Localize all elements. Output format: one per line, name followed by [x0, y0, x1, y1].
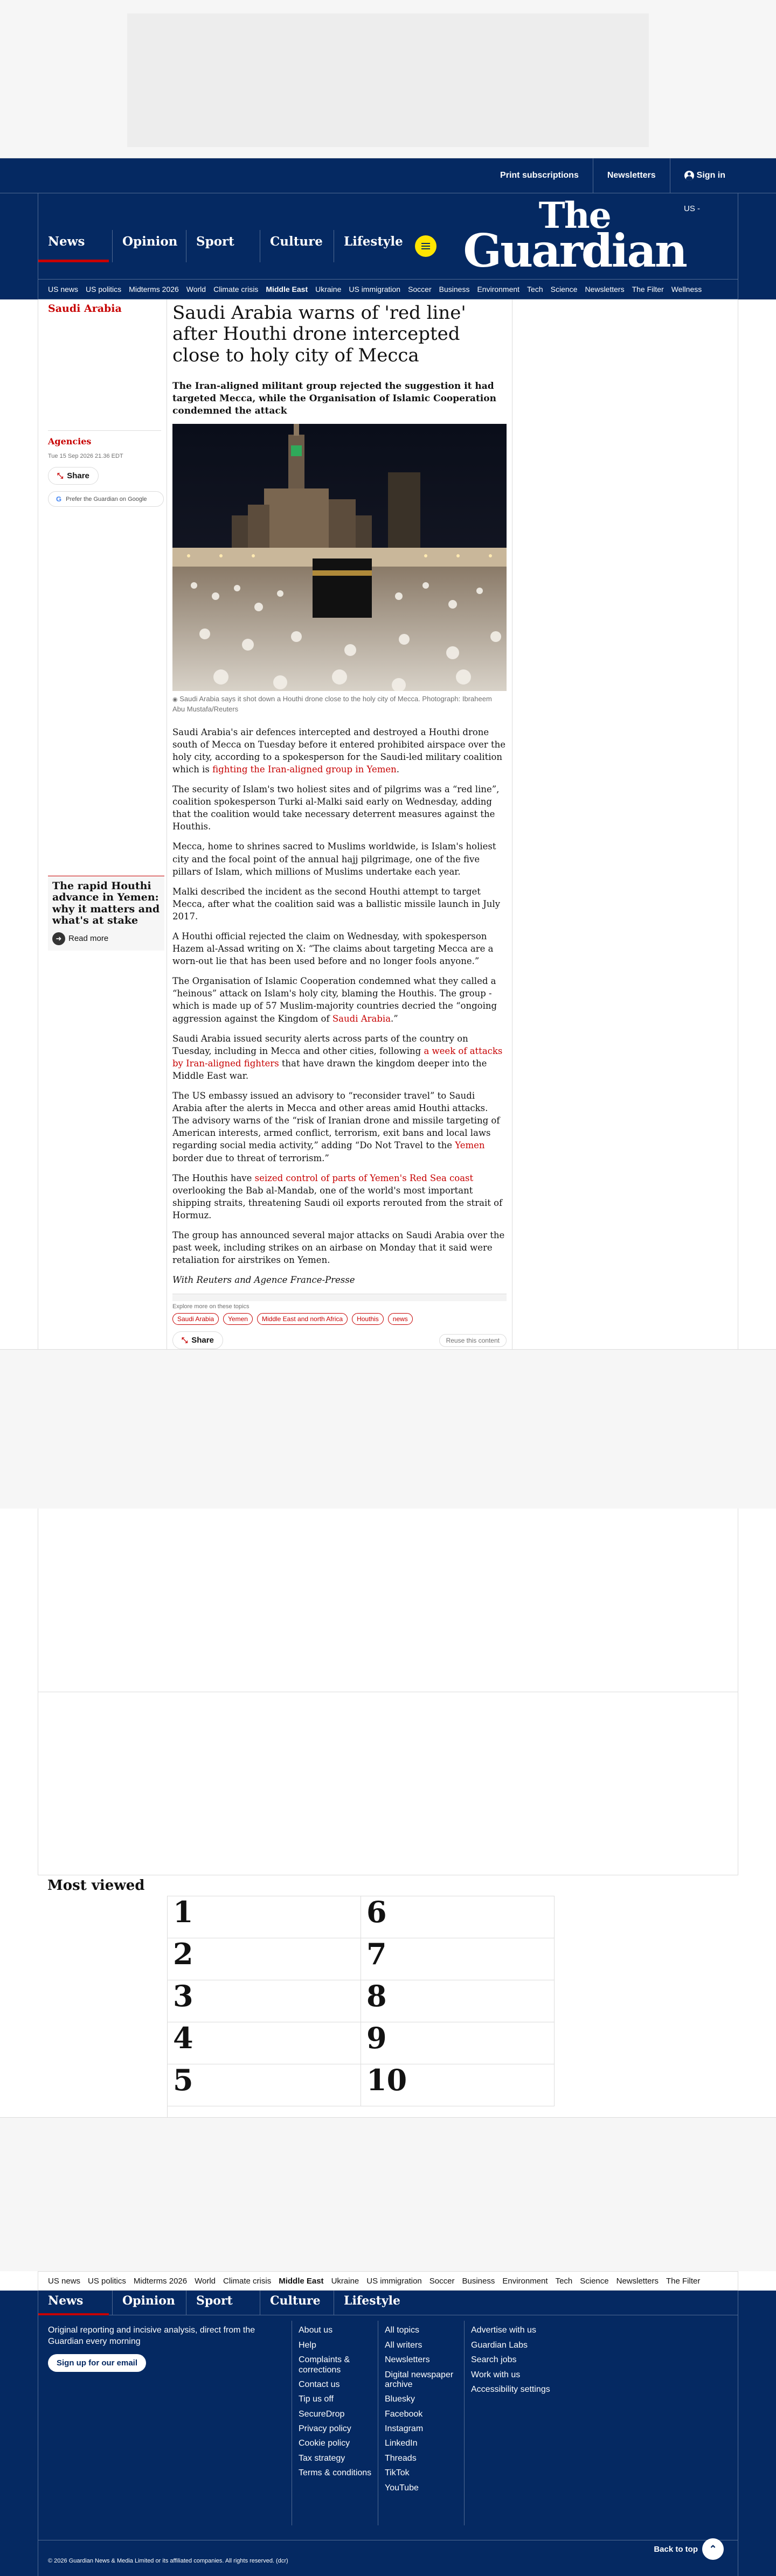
- paragraph: A Houthi official rejected the claim on Wednesday, with spokesperson Hazem al-Assad writing on X: “The claims about targeting Mecca are a worn-out lie that has been used before and no longer fools anyone.”: [172, 931, 494, 967]
- subnav-item[interactable]: US politics: [86, 285, 122, 294]
- subnav-item[interactable]: Environment: [477, 285, 520, 294]
- footer-link[interactable]: Guardian Labs: [471, 2340, 528, 2350]
- subnav-item[interactable]: US politics: [88, 2276, 126, 2286]
- google-icon: G: [56, 495, 62, 503]
- share-label: Share: [67, 471, 89, 480]
- reuse-content-button[interactable]: Reuse this content: [439, 1334, 507, 1347]
- inline-link[interactable]: Yemen: [455, 1140, 485, 1151]
- logo-guardian: Guardian: [463, 224, 686, 278]
- paragraph: Saudi Arabia's air defences intercepted and destroyed a Houthi drone south of Mecca on Tuesday before it entered prohibited airspace over the holy city, according to a spokesperson for the Saudi-led military coalition which is fighting the Iran-aligned group in Yemen.: [172, 727, 505, 774]
- subnav-item[interactable]: Tech: [555, 2276, 573, 2286]
- inline-link[interactable]: a week of attacks by Iran-aligned fighters: [172, 1045, 503, 1069]
- pillar-lifestyle[interactable]: Lifestyle: [334, 230, 407, 262]
- subnav-item[interactable]: Business: [439, 285, 470, 294]
- subnav-item[interactable]: Soccer: [429, 2276, 455, 2286]
- pillar-nav: [38, 230, 436, 262]
- article-left-column: [38, 299, 167, 1349]
- guardian-logo[interactable]: [463, 194, 686, 278]
- image-caption: [172, 694, 496, 714]
- footer-link[interactable]: About us: [299, 2326, 333, 2335]
- arrow-up-icon: ⌃: [702, 2538, 724, 2560]
- share-icon: ⤡: [57, 471, 64, 480]
- share-label: Share: [191, 1336, 214, 1345]
- share-button-bottom[interactable]: [172, 1331, 223, 1349]
- logo-the: The: [538, 194, 611, 236]
- subnav-item[interactable]: World: [195, 2276, 216, 2286]
- standfirst: The Iran-aligned militant group rejected the suggestion it had targeted Mecca, while the Organisation of Islamic Cooperation condemned the attack: [172, 381, 496, 417]
- copyright: © 2026 Guardian News & Media Limited or its affiliated companies. All rights reserved. (dcr): [48, 2558, 288, 2565]
- footer-pillar-culture[interactable]: Culture: [260, 2291, 334, 2315]
- footer-links-col1: [292, 2321, 378, 2525]
- menu-icon-bar: [421, 246, 430, 247]
- most-viewed-item[interactable]: 1: [168, 1896, 361, 1938]
- article-meta: [48, 430, 161, 507]
- paragraph: The Organisation of Islamic Cooperation condemned what they called a “heinous” attack on Islam's holy city, blaming the Houthis. The group - which is made up of 57 Muslim-majority countries decried the “ongoing aggression against the Kingdom of Saudi Arabia.”: [172, 976, 497, 1024]
- menu-button[interactable]: [415, 235, 436, 257]
- footer-link[interactable]: Bluesky: [385, 2395, 415, 2404]
- subnav-item[interactable]: Environment: [502, 2276, 548, 2286]
- subnav-item[interactable]: Climate crisis: [223, 2276, 272, 2286]
- menu-icon-bar: [421, 248, 430, 249]
- article-right-column: [512, 299, 738, 1349]
- caption-text: Saudi Arabia says it shot down a Houthi drone close to the holy city of Mecca. Photograph: Ibraheem Abu Mustafa/Reuters: [172, 695, 492, 713]
- footer-link[interactable]: Accessibility settings: [471, 2384, 550, 2394]
- subnav-item[interactable]: Wellness: [671, 285, 702, 294]
- email-signup-text: Original reporting and incisive analysis, direct from the Guardian every morning: [48, 2326, 255, 2347]
- sub-navigation: [0, 279, 776, 299]
- menu-icon-bar: [421, 243, 430, 244]
- top-bar: [0, 158, 776, 193]
- footer-pillar-news[interactable]: News: [38, 2291, 112, 2315]
- pillar-news[interactable]: News: [38, 230, 112, 262]
- subnav-item[interactable]: Science: [580, 2276, 609, 2286]
- most-viewed-item[interactable]: 9: [361, 2022, 555, 2064]
- pillar-opinion[interactable]: Opinion: [112, 230, 186, 262]
- most-viewed-title: Most viewed: [47, 1877, 145, 1894]
- subnav-item-active[interactable]: Middle East: [279, 2276, 324, 2286]
- email-signup: [48, 2325, 274, 2372]
- subnav-item[interactable]: The Filter: [632, 285, 664, 294]
- footer-links-col2: [378, 2321, 464, 2525]
- subnav-item[interactable]: Midterms 2026: [133, 2276, 188, 2286]
- share-icon: ⤡: [182, 1336, 188, 1345]
- subnav-item[interactable]: Newsletters: [585, 285, 625, 294]
- sign-in-label: Sign in: [696, 171, 725, 180]
- paragraph: Malki described the incident as the second Houthi attempt to target Mecca, after what the coalition said was a ballistic missile launch in July 2017.: [172, 886, 501, 922]
- footer-link[interactable]: Instagram: [385, 2424, 424, 2434]
- footer-link[interactable]: All topics: [385, 2326, 420, 2335]
- footer-link[interactable]: Privacy policy: [299, 2424, 351, 2434]
- footer-link[interactable]: YouTube: [385, 2483, 419, 2493]
- pillar-sport[interactable]: Sport: [186, 230, 260, 262]
- most-viewed-item[interactable]: 7: [361, 1938, 555, 1980]
- most-viewed-item[interactable]: 5: [168, 2064, 361, 2106]
- subnav-item[interactable]: US news: [48, 285, 79, 294]
- topics-label: Explore more on these topics: [172, 1303, 250, 1310]
- footer-link[interactable]: Complaints & corrections: [299, 2355, 350, 2375]
- topic-tag[interactable]: Houthis: [352, 1313, 384, 1325]
- subnav-item[interactable]: Midterms 2026: [129, 285, 179, 294]
- subnav-item[interactable]: Business: [462, 2276, 495, 2286]
- most-viewed-grid: [167, 1896, 555, 2117]
- subnav-item[interactable]: The Filter: [666, 2276, 701, 2286]
- paragraph: The security of Islam's two holiest sites and of pilgrims was a “red line”, coalition spokesperson Turki al-Malki said early on Wednesday, adding that the coalition would take necessary deterrent measures against the Houthis.: [172, 784, 500, 832]
- footer-pillar-nav: [38, 2291, 738, 2315]
- paragraph: The Houthis have seized control of parts of Yemen's Red Sea coast overlooking the Bab al-Mandab, one of the world's most important shipping straits, threatening Saudi oil exports rerouted from the strait of Hormuz.: [172, 1172, 503, 1220]
- footer-links-col3: [464, 2321, 550, 2525]
- subnav-item[interactable]: US immigration: [349, 285, 401, 294]
- footer-link[interactable]: SecureDrop: [299, 2409, 345, 2419]
- main-image[interactable]: [172, 424, 507, 691]
- topic-tag[interactable]: Yemen: [223, 1313, 253, 1325]
- edition-picker[interactable]: US -: [684, 204, 700, 213]
- subnav-item[interactable]: Climate crisis: [213, 285, 259, 294]
- related-article-card[interactable]: [48, 876, 164, 951]
- footer-link[interactable]: Facebook: [385, 2409, 423, 2419]
- footer: [0, 2291, 776, 2576]
- content-placeholder: [38, 1509, 738, 1875]
- most-viewed-item[interactable]: 4: [168, 2022, 361, 2064]
- footer-link[interactable]: TikTok: [385, 2468, 410, 2478]
- byline[interactable]: Agencies: [48, 436, 92, 446]
- article-main-column: [167, 299, 512, 1349]
- most-viewed-section: [38, 1875, 738, 2117]
- most-viewed-item[interactable]: 6: [361, 1896, 555, 1938]
- footer-link[interactable]: Search jobs: [471, 2355, 517, 2365]
- arrow-right-icon: ➜: [52, 932, 65, 945]
- camera-icon: ◉: [172, 696, 178, 703]
- read-more-label: Read more: [68, 934, 109, 944]
- read-more-link[interactable]: [52, 932, 160, 945]
- footer-link[interactable]: Cookie policy: [299, 2439, 350, 2448]
- paragraph: Saudi Arabia issued security alerts across parts of the country on Tuesday, including in Mecca and other cities, following a week of attacks by Iran-aligned fighters that have drawn the kingdom deeper into the Middle East war.: [172, 1033, 503, 1081]
- bottom-advertisement: [0, 2117, 776, 2271]
- mecca-night-photo: [172, 424, 507, 691]
- footer-link[interactable]: Work with us: [471, 2370, 521, 2379]
- signoff: With Reuters and Agence France-Presse: [172, 1275, 355, 1286]
- pillar-culture[interactable]: Culture: [260, 230, 334, 262]
- footer-link[interactable]: Terms & conditions: [299, 2468, 372, 2478]
- topic-tags: [172, 1313, 512, 1325]
- sign-in-link[interactable]: [684, 171, 725, 180]
- footer-pillar-opinion[interactable]: Opinion: [112, 2291, 186, 2315]
- article: [38, 299, 738, 1349]
- masthead: [0, 193, 776, 279]
- topic-tag[interactable]: Saudi Arabia: [172, 1313, 219, 1325]
- subnav-item[interactable]: Newsletters: [616, 2276, 659, 2286]
- inline-link[interactable]: seized control of parts of Yemen's Red Sea coast: [254, 1172, 474, 1183]
- back-to-top-button[interactable]: [654, 2538, 724, 2560]
- most-viewed-item[interactable]: 2: [168, 1938, 361, 1980]
- print-subscriptions-link[interactable]: Print subscriptions: [500, 171, 579, 180]
- paragraph: The group has announced several major attacks on Saudi Arabia over the past week, including strikes on an airbase on Monday that it said were retaliation for airstrikes on Yemen.: [172, 1230, 505, 1266]
- share-button[interactable]: [48, 467, 99, 485]
- profile-icon: [684, 171, 694, 180]
- subnav-item[interactable]: US immigration: [366, 2276, 422, 2286]
- footer-pillar-sport[interactable]: Sport: [186, 2291, 260, 2315]
- headline: Saudi Arabia warns of 'red line' after Houthi drone intercepted close to holy city of Mecca: [172, 302, 466, 366]
- footer-link[interactable]: Tip us off: [299, 2395, 334, 2404]
- topic-tag[interactable]: Middle East and north Africa: [257, 1313, 348, 1325]
- prefer-guardian-google-button[interactable]: [48, 491, 164, 507]
- footer-link[interactable]: Help: [299, 2340, 316, 2350]
- footer-link[interactable]: Digital newspaper archive: [385, 2370, 454, 2389]
- footer-link[interactable]: Advertise with us: [471, 2326, 536, 2335]
- divider: [172, 1294, 507, 1301]
- paragraph: Mecca, home to shrines sacred to Muslims worldwide, is Islam's holiest city and the focal point of the annual hajj pilgrimage, one of the five pillars of Islam, which millions of Muslims undertake each year.: [172, 841, 496, 877]
- prefer-google-label: Prefer the Guardian on Google: [66, 495, 147, 502]
- article-footer-row: [172, 1331, 507, 1349]
- email-signup-button[interactable]: Sign up for our email: [48, 2354, 146, 2372]
- advertisement-band: [0, 1349, 776, 1509]
- newsletters-link[interactable]: Newsletters: [607, 171, 656, 180]
- publish-date: Tue 15 Sep 2026 21.36 EDT: [48, 453, 123, 459]
- footer-link[interactable]: LinkedIn: [385, 2439, 418, 2448]
- article-body: [172, 726, 507, 1287]
- most-viewed-item[interactable]: 10: [361, 2064, 555, 2106]
- top-advertisement: [0, 0, 776, 158]
- section-label[interactable]: Saudi Arabia: [48, 303, 122, 315]
- related-article-title: The rapid Houthi advance in Yemen: why it matters and what's at stake: [52, 880, 160, 927]
- subnav-item-active[interactable]: Middle East: [266, 285, 308, 294]
- ad-slot: [127, 13, 649, 147]
- footer-pillar-lifestyle[interactable]: Lifestyle: [334, 2291, 407, 2315]
- footer-link[interactable]: Threads: [385, 2453, 417, 2463]
- inline-link[interactable]: Saudi Arabia: [332, 1013, 391, 1024]
- subnav-item[interactable]: World: [186, 285, 206, 294]
- back-to-top-label: Back to top: [654, 2544, 698, 2554]
- subnav-item[interactable]: Tech: [527, 285, 543, 294]
- topic-tag[interactable]: news: [388, 1313, 413, 1325]
- subnav-item[interactable]: Science: [550, 285, 578, 294]
- subnav-item[interactable]: Ukraine: [315, 285, 342, 294]
- footer-link[interactable]: All writers: [385, 2340, 422, 2350]
- inline-link[interactable]: fighting the Iran-aligned group in Yemen: [212, 764, 397, 774]
- divider: [48, 430, 161, 431]
- paragraph: The US embassy issued an advisory to “reconsider travel” to Saudi Arabia after the alerts in Mecca and other areas amid Houthi attacks. The advisory warns of the “risk of Iranian drone and missile targeting of American interests, armed conflict, terrorism, exit bans and local laws regarding social media activity,” adding “Do Not Travel to the Yemen border due to threat of terrorism.”: [172, 1091, 500, 1163]
- subnav-item[interactable]: Ukraine: [331, 2276, 359, 2286]
- most-viewed-item[interactable]: 8: [361, 1980, 555, 2022]
- footer-sub-navigation: [38, 2271, 738, 2291]
- most-viewed-item[interactable]: 3: [168, 1980, 361, 2022]
- subnav-item[interactable]: US news: [48, 2276, 81, 2286]
- footer-link[interactable]: Contact us: [299, 2379, 340, 2389]
- subnav-item[interactable]: Soccer: [408, 285, 432, 294]
- footer-link[interactable]: Newsletters: [385, 2355, 430, 2365]
- footer-link[interactable]: Tax strategy: [299, 2453, 345, 2463]
